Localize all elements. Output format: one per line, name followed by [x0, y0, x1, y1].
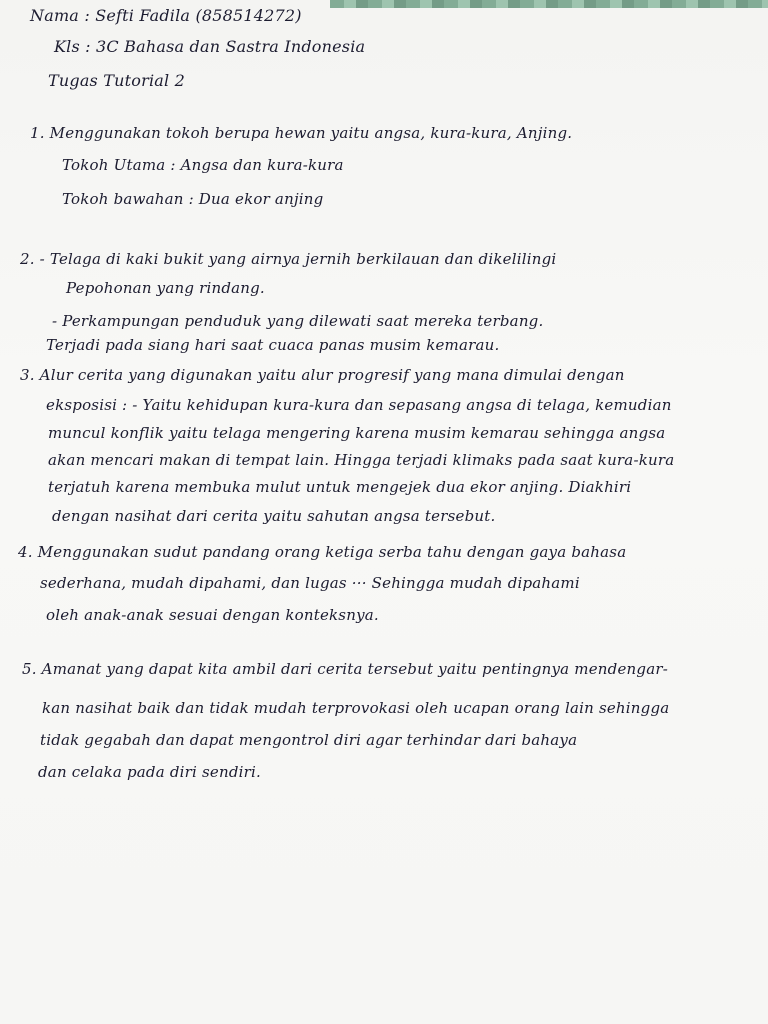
task-title-line: Tugas Tutorial 2 — [48, 71, 185, 90]
answer-1-line-1: 1. Menggunakan tokoh berupa hewan yaitu angsa, kura-kura, Anjing. — [30, 124, 573, 142]
answer-2-line-1: 2. - Telaga di kaki bukit yang airnya jernih berkilauan dan dikelilingi — [20, 250, 557, 268]
scan-edge-strip — [330, 0, 768, 8]
student-name-line: Nama : Sefti Fadila (858514272) — [30, 6, 302, 25]
answer-3-line-4: akan mencari makan di tempat lain. Hingga terjadi klimaks pada saat kura-kura — [48, 451, 675, 469]
answer-4-line-2: sederhana, mudah dipahami, dan lugas ··· Sehingga mudah dipahami — [40, 574, 580, 592]
answer-2-line-2: Pepohonan yang rindang. — [66, 279, 265, 297]
answer-3-line-6: dengan nasihat dari cerita yaitu sahutan angsa tersebut. — [52, 507, 496, 525]
answer-5-line-3: tidak gegabah dan dapat mengontrol diri agar terhindar dari bahaya — [40, 731, 578, 749]
answer-4-line-1: 4. Menggunakan sudut pandang orang ketiga serba tahu dengan gaya bahasa — [18, 543, 627, 561]
answer-5-line-4: dan celaka pada diri sendiri. — [38, 763, 261, 781]
answer-3-line-1: 3. Alur cerita yang digunakan yaitu alur progresif yang mana dimulai dengan — [20, 366, 625, 384]
answer-1-line-2: Tokoh Utama : Angsa dan kura-kura — [62, 156, 344, 174]
answer-5-line-1: 5. Amanat yang dapat kita ambil dari cerita tersebut yaitu pentingnya mendengar- — [22, 660, 668, 678]
answer-2-line-4: Terjadi pada siang hari saat cuaca panas musim kemarau. — [46, 336, 500, 354]
answer-3-line-5: terjatuh karena membuka mulut untuk mengejek dua ekor anjing. Diakhiri — [48, 478, 632, 496]
answer-4-line-3: oleh anak-anak sesuai dengan konteksnya. — [46, 606, 379, 624]
answer-2-line-3: - Perkampungan penduduk yang dilewati saat mereka terbang. — [52, 312, 544, 330]
answer-3-line-3: muncul konflik yaitu telaga mengering karena musim kemarau sehingga angsa — [48, 424, 666, 442]
class-line: Kls : 3C Bahasa dan Sastra Indonesia — [54, 37, 366, 56]
answer-3-line-2: eksposisi : - Yaitu kehidupan kura-kura dan sepasang angsa di telaga, kemudian — [46, 396, 672, 414]
answer-1-line-3: Tokoh bawahan : Dua ekor anjing — [62, 190, 324, 208]
answer-5-line-2: kan nasihat baik dan tidak mudah terprovokasi oleh ucapan orang lain sehingga — [42, 699, 670, 717]
